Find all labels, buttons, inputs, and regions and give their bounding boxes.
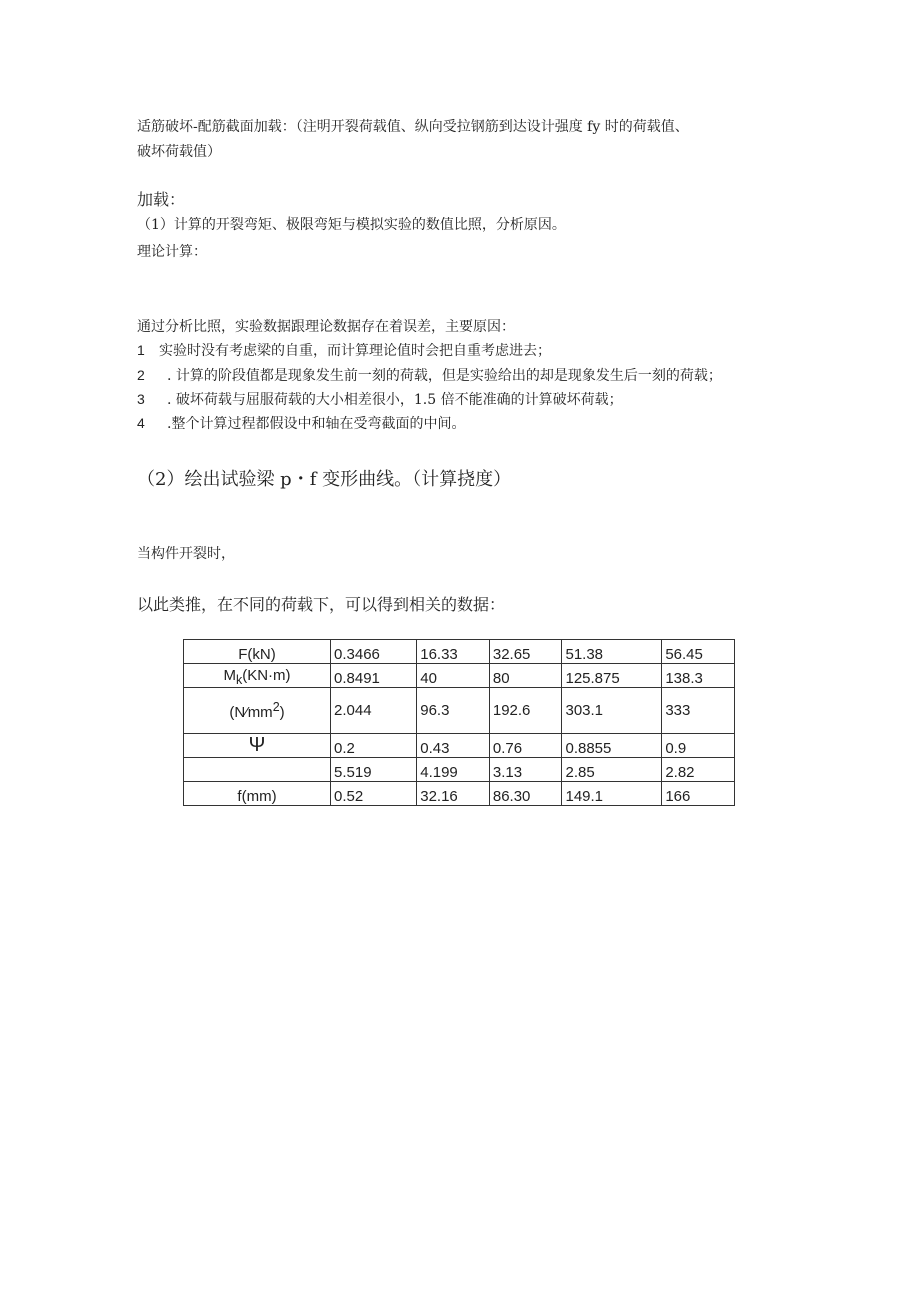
- crack-line: 当构件开裂时，: [137, 546, 235, 562]
- intro-line-1: 适筋破坏-配筋截面加载：（注明开裂荷载值、纵向受拉钢筋到达设计强度 fy 时的荷载值、: [137, 119, 689, 135]
- row-header: [184, 758, 331, 782]
- reason-text: 实验时没有考虑梁的自重，而计算理论值时会把自重考虑进去；: [159, 343, 551, 359]
- table-row: [184, 734, 735, 758]
- table-cell: 0.3466: [331, 640, 417, 664]
- table-cell: 0.52: [331, 782, 417, 806]
- table-row: [184, 758, 735, 782]
- theory-label: 理论计算：: [137, 244, 207, 260]
- table-cell: 3.13: [489, 758, 562, 782]
- table-cell: 192.6: [489, 688, 562, 734]
- header-rest: ): [279, 704, 285, 721]
- table-cell: 138.3: [662, 664, 735, 688]
- table-row: [184, 688, 735, 734]
- reason-item: [137, 365, 722, 385]
- header-subscript: k: [235, 673, 243, 687]
- reason-number: 3: [137, 391, 145, 407]
- table-cell: 2.044: [331, 688, 417, 734]
- reason-number: 4: [137, 415, 145, 431]
- table-cell: 2.82: [662, 758, 735, 782]
- data-table: [183, 639, 735, 806]
- reason-number: 1: [137, 342, 145, 358]
- table-cell: 333: [662, 688, 735, 734]
- table-row: [184, 640, 735, 664]
- table-cell: 125.875: [562, 664, 662, 688]
- table-cell: 0.76: [489, 734, 562, 758]
- question-2: （2）绘出试验梁 p・f 变形曲线。（计算挠度）: [137, 469, 512, 490]
- reason-item: [137, 413, 465, 433]
- reason-item: [137, 340, 551, 360]
- table-cell: 96.3: [417, 688, 490, 734]
- table-cell: 0.8855: [562, 734, 662, 758]
- analysis-intro: 通过分析比照，实验数据跟理论数据存在着误差，主要原因：: [137, 319, 515, 335]
- table-cell: 0.2: [331, 734, 417, 758]
- table-cell: 86.30: [489, 782, 562, 806]
- header-superscript: 2: [272, 700, 280, 714]
- reason-item: [137, 389, 623, 409]
- table-cell: 0.9: [662, 734, 735, 758]
- row-header: [184, 664, 331, 688]
- header-main: (N⁄mm: [229, 704, 273, 721]
- table-cell: 4.199: [417, 758, 490, 782]
- row-header: f(mm): [184, 782, 331, 806]
- table-cell: 56.45: [662, 640, 735, 664]
- reason-text: . 破坏荷载与屈服荷载的大小相差很小，1.5 倍不能准确的计算破坏荷载；: [167, 392, 623, 408]
- table-cell: 51.38: [562, 640, 662, 664]
- table-cell: 0.43: [417, 734, 490, 758]
- table-cell: 5.519: [331, 758, 417, 782]
- intro-line-2: 破坏荷载值）: [137, 144, 221, 160]
- table-cell: 303.1: [562, 688, 662, 734]
- table-cell: 80: [489, 664, 562, 688]
- row-header: F(kN): [184, 640, 331, 664]
- question-1: （1）计算的开裂弯矩、极限弯矩与模拟实验的数值比照，分析原因。: [137, 217, 566, 233]
- table-cell: 32.16: [417, 782, 490, 806]
- loading-heading: 加载：: [137, 190, 186, 209]
- header-rest: (KN·m): [242, 667, 291, 684]
- reason-number: 2: [137, 367, 145, 383]
- table-cell: 149.1: [562, 782, 662, 806]
- table-cell: 40: [417, 664, 490, 688]
- table-cell: 2.85: [562, 758, 662, 782]
- row-header: [184, 688, 331, 734]
- header-main: M: [223, 667, 236, 684]
- table-row: [184, 664, 735, 688]
- table-cell: 0.8491: [331, 664, 417, 688]
- table-cell: 166: [662, 782, 735, 806]
- table-cell: 16.33: [417, 640, 490, 664]
- table-row: [184, 782, 735, 806]
- reason-text: .整个计算过程都假设中和轴在受弯截面的中间。: [167, 416, 466, 432]
- reason-text: . 计算的阶段值都是现象发生前一刻的荷载，但是实验给出的却是现象发生后一刻的荷载；: [167, 368, 722, 384]
- table-cell: 32.65: [489, 640, 562, 664]
- infer-line: 以此类推，在不同的荷载下，可以得到相关的数据：: [137, 595, 506, 614]
- row-header: Ψ: [184, 734, 331, 758]
